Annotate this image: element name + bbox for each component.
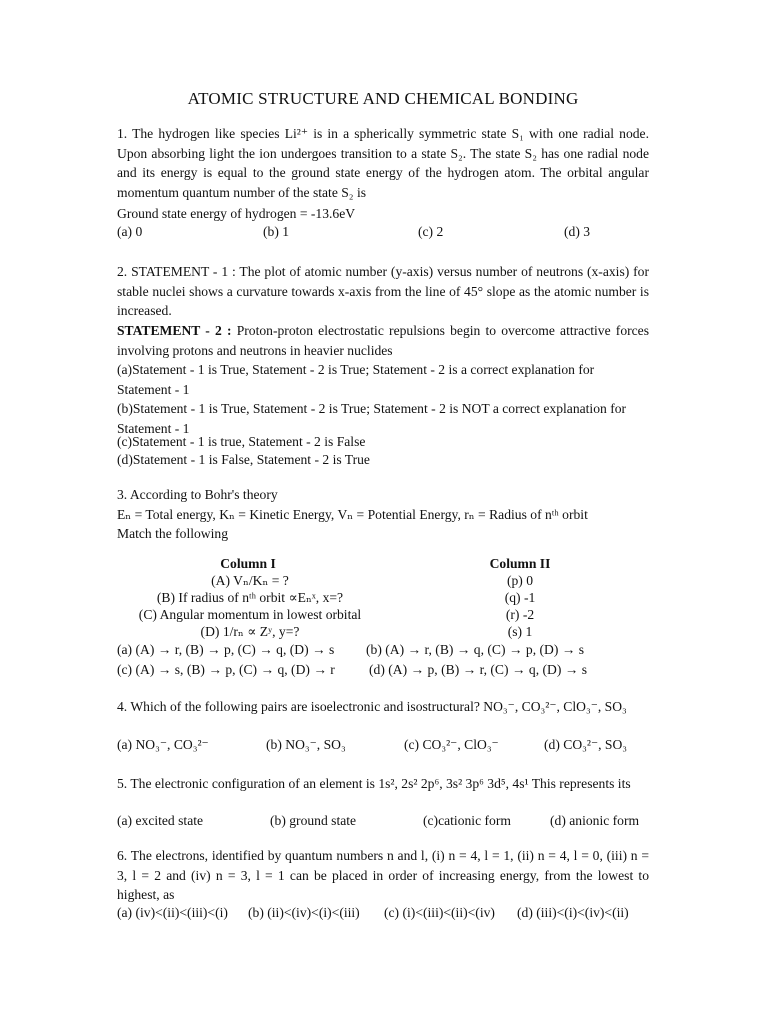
option-a[interactable]: (a) NO₃⁻, CO₃²⁻ [117,737,209,752]
question-2-option-d[interactable]: (d)Statement - 1 is False, Statement - 2 is True [117,452,370,467]
question-3-definitions: Eₙ = Total energy, Kₙ = Kinetic Energy, Vₙ = Potential Energy, rₙ = Radius of nᵗʰ orbit [117,507,588,522]
question-4-options [117,737,649,757]
question-6-options [117,905,649,925]
question-1-given: Ground state energy of hydrogen = -13.6eV [117,206,356,221]
option-c[interactable]: (c) (i)<(iii)<(ii)<(iv) [384,905,495,920]
option-c[interactable]: (c) (A) → s, (B) → p, (C) → q, (D) → r [117,662,335,677]
option-a[interactable]: (a) (A) → r, (B) → p, (C) → q, (D) → s [117,642,335,657]
column-2-header: Column II [489,556,551,571]
column-2-item: (q) -1 [504,590,536,605]
question-1-text: 1. The hydrogen like species Li²⁺ is in a spherically symmetric state S₁ with one radial node. Upon absorbing light the ion undergoes transition to a state S₂. The state S₂ has one radial node and its energy is equal to the ground state energy of the hydrogen atom. The orbital angular momentum quantum number of the state S₂ is [117,126,649,200]
question-2-option-c[interactable]: (c)Statement - 1 is true, Statement - 2 is False [117,434,366,449]
statement-2-label: STATEMENT - 2 : [117,323,232,338]
question-3-options-row-1 [117,642,649,662]
option-d[interactable]: (d) 3 [564,224,591,239]
option-a[interactable]: (a) excited state [117,813,204,828]
column-2-item: (p) 0 [506,573,534,588]
option-b[interactable]: (b) ground state [270,813,357,828]
question-5-options [117,813,649,833]
question-3-instruction: Match the following [117,526,228,541]
question-6-text: 6. The electrons, identified by quantum numbers n and l, (i) n = 4, l = 1, (ii) n = 4, l = 0, (iii) n = 3, l = 2 and (iv) n = 3, l = 1 can be placed in order of increasing energy, from the lowest to highest, as [117,848,649,902]
column-1-item: (C) Angular momentum in lowest orbital [138,607,362,622]
option-a[interactable]: (a) (iv)<(ii)<(iii)<(i) [117,905,228,920]
option-b[interactable]: (b) (A) → r, (B) → q, (C) → p, (D) → s [366,642,585,657]
question-2-option-b[interactable]: (b)Statement - 1 is True, Statement - 2 is True; Statement - 2 is NOT a correct explanation for Statement - 1 [117,401,627,436]
option-d[interactable]: (d) anionic form [550,813,640,828]
question-2-option-a[interactable]: (a)Statement - 1 is True, Statement - 2 is True; Statement - 2 is a correct explanation for Statement - 1 [117,362,595,397]
option-c[interactable]: (c) CO₃²⁻, ClO₃⁻ [404,737,499,752]
question-2-statement-1: 2. STATEMENT - 1 : The plot of atomic number (y-axis) versus number of neutrons (x-axis) for stable nuclei shows a curvature towards x-axis from the line of 45° slope as the atomic number is increased. [117,264,649,318]
option-a[interactable]: (a) 0 [117,224,143,239]
question-3-options-row-2 [117,662,649,682]
option-b[interactable]: (b) NO₃⁻, SO₃ [266,737,346,752]
option-d[interactable]: (d) (iii)<(i)<(iv)<(ii) [517,905,629,920]
question-2-statement-2 [117,321,649,360]
page-title: ATOMIC STRUCTURE AND CHEMICAL BONDING [187,89,579,108]
column-2-item: (s) 1 [507,624,533,639]
column-1-item: (D) 1/rₙ ∝ Zʸ, y=? [200,624,300,639]
option-b[interactable]: (b) 1 [263,224,290,239]
option-c[interactable]: (c)cationic form [423,813,511,828]
column-2-item: (r) -2 [505,607,535,622]
question-1-options [117,224,649,244]
question-3-intro: 3. According to Bohr's theory [117,487,278,502]
option-d[interactable]: (d) (A) → p, (B) → r, (C) → q, (D) → s [369,662,588,677]
column-1-header: Column I [220,556,276,571]
column-1-item: (A) Vₙ/Kₙ = ? [211,573,289,588]
option-d[interactable]: (d) CO₃²⁻, SO₃ [544,737,628,752]
statement-2-text: Proton-proton electrostatic repulsions begin to overcome attractive forces involving protons and neutrons in heavier nuclides [117,323,650,358]
column-1-item: (B) If radius of nᵗʰ orbit ∝Eₙˣ, x=? [156,590,344,605]
question-5-text: 5. The electronic configuration of an element is 1s², 2s² 2p⁶, 3s² 3p⁶ 3d⁵, 4s¹ This represents its [117,776,631,791]
option-c[interactable]: (c) 2 [418,224,444,239]
option-b[interactable]: (b) (ii)<(iv)<(i)<(iii) [248,905,360,920]
question-4-text: 4. Which of the following pairs are isoelectronic and isostructural? NO₃⁻, CO₃²⁻, ClO₃⁻, SO₃ [117,699,627,714]
